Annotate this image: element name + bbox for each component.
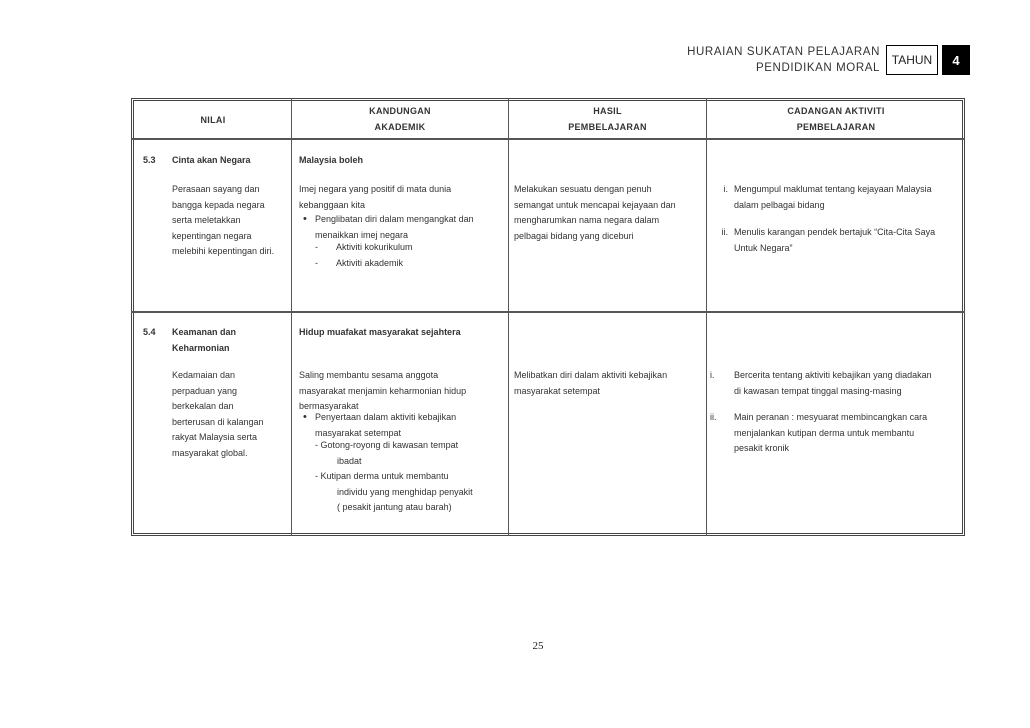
tahun-label: TAHUN — [891, 53, 933, 67]
text-line: Bercerita tentang aktiviti kebajikan yang diadakan — [734, 370, 932, 380]
column-divider — [706, 98, 707, 536]
tahun-number-box — [942, 45, 970, 75]
row-divider — [131, 312, 965, 313]
text-line: Imej negara yang positif di mata dunia — [299, 184, 452, 194]
kandungan-sub-list — [315, 438, 473, 516]
document-header — [640, 44, 880, 76]
kandungan-bullet-item — [315, 410, 456, 441]
cadangan-item — [734, 410, 927, 457]
column-header-cadangan — [707, 103, 965, 135]
row-number: 5.4 — [143, 327, 156, 337]
page-number: 25 — [532, 640, 544, 652]
text-line: Main peranan : mesyuarat membincangkan cara — [734, 412, 928, 422]
kandungan-text — [299, 182, 451, 213]
text-line: Keamanan dan — [172, 327, 237, 337]
hasil-text — [514, 182, 676, 244]
text-line: bangga kepada negara — [172, 199, 265, 210]
column-header-line: PEMBELAJARAN — [568, 122, 647, 132]
text-line: semangat untuk mencapai kejayaan dan — [514, 199, 676, 210]
cadangan-marker: i. — [723, 184, 728, 194]
cadangan-marker: i. — [710, 370, 715, 380]
dash-marker: - — [315, 242, 318, 252]
text-line: ibadat — [337, 455, 362, 466]
text-line: rakyat Malaysia serta — [172, 432, 258, 443]
cadangan-item — [734, 368, 932, 399]
nilai-description — [172, 368, 264, 462]
column-header-line: KANDUNGAN — [369, 106, 431, 116]
text-line: berkekalan dan — [172, 401, 234, 412]
cadangan-marker: ii. — [710, 412, 717, 422]
column-header-line: PEMBELAJARAN — [796, 122, 876, 132]
text-line: menjalankan kutipan derma untuk membantu — [734, 427, 915, 438]
dash-item-text: Aktiviti akademik — [336, 257, 404, 268]
nilai-description — [172, 182, 274, 260]
column-divider — [291, 98, 292, 536]
text-line: serta meletakkan — [172, 215, 241, 226]
text-line: Mengumpul maklumat tentang kejayaan Malaysia — [734, 184, 932, 194]
column-header-line: AKADEMIK — [374, 122, 426, 132]
column-divider — [508, 98, 509, 536]
text-line: masyarakat menjamin keharmonian hidup — [299, 385, 467, 396]
text-line: dalam pelbagai bidang — [734, 199, 825, 210]
column-header-kandungan — [292, 103, 508, 135]
text-line: Perasaan sayang dan — [172, 184, 260, 194]
nilai-title: Cinta akan Negara — [172, 155, 251, 165]
text-line: Melibatkan diri dalam aktiviti kebajikan — [514, 370, 668, 380]
tahun-label-box — [886, 45, 938, 75]
text-line: menaikkan imej negara — [315, 229, 409, 240]
kandungan-text — [299, 368, 466, 415]
text-line: bermasyarakat — [299, 401, 359, 411]
text-line: Saling membantu sesama anggota — [299, 370, 439, 380]
text-line: masyarakat global. — [172, 447, 248, 458]
text-line: - Kutipan derma untuk membantu — [315, 471, 449, 481]
cadangan-item — [734, 225, 935, 256]
text-line: ( pesakit jantung atau barah) — [337, 502, 452, 512]
kandungan-bullet-item — [315, 212, 474, 243]
tahun-number: 4 — [952, 52, 960, 68]
text-line: individu yang menghidap penyakit — [337, 486, 473, 497]
text-line: • Penglibatan diri dalam mengangkat dan — [315, 212, 474, 228]
cadangan-item — [734, 182, 932, 213]
column-header-hasil — [509, 103, 706, 135]
header-line-1: HURAIAN SUKATAN PELAJARAN — [687, 46, 880, 58]
dash-item-text: Aktiviti kokurikulum — [336, 242, 413, 252]
text-line: mengharumkan nama negara dalam — [514, 215, 660, 225]
header-line-2: PENDIDIKAN MORAL — [756, 62, 880, 74]
text-line: Melakukan sesuatu dengan penuh — [514, 184, 652, 194]
kandungan-title: Hidup muafakat masyarakat sejahtera — [299, 327, 461, 337]
column-header-line: HASIL — [593, 106, 622, 116]
text-line: - Gotong-royong di kawasan tempat — [315, 440, 459, 450]
dash-item — [315, 240, 413, 256]
text-line: Keharmonian — [172, 342, 230, 353]
text-line: pelbagai bidang yang diceburi — [514, 230, 634, 241]
text-line: masyarakat setempat — [315, 427, 402, 438]
text-line: di kawasan tempat tinggal masing-masing — [734, 385, 902, 396]
column-header-nilai: NILAI — [200, 115, 226, 125]
text-line: berterusan di kalangan — [172, 416, 264, 427]
text-line: pesakit kronik — [734, 443, 790, 453]
row-number: 5.3 — [143, 155, 156, 165]
header-row-divider — [131, 139, 965, 140]
text-line: perpaduan yang — [172, 385, 238, 396]
text-line: masyarakat setempat — [514, 385, 601, 396]
text-line: kebanggaan kita — [299, 199, 366, 210]
text-line: Kedamaian dan — [172, 370, 236, 380]
text-line: kepentingan negara — [172, 230, 252, 241]
column-header-line: CADANGAN AKTIVITI — [787, 106, 885, 116]
dash-item — [315, 256, 413, 272]
kandungan-dash-list — [315, 240, 413, 271]
text-line: Untuk Negara” — [734, 242, 793, 253]
nilai-title — [172, 325, 236, 356]
syllabus-table — [131, 98, 965, 536]
text-line: • Penyertaan dalam aktiviti kebajikan — [315, 410, 456, 426]
kandungan-title: Malaysia boleh — [299, 155, 364, 165]
hasil-text — [514, 368, 667, 399]
cadangan-marker: ii. — [721, 227, 728, 237]
text-line: melebihi kepentingan diri. — [172, 246, 275, 257]
dash-marker: - — [315, 257, 318, 268]
text-line: Menulis karangan pendek bertajuk “Cita-Cita Saya — [734, 227, 936, 237]
